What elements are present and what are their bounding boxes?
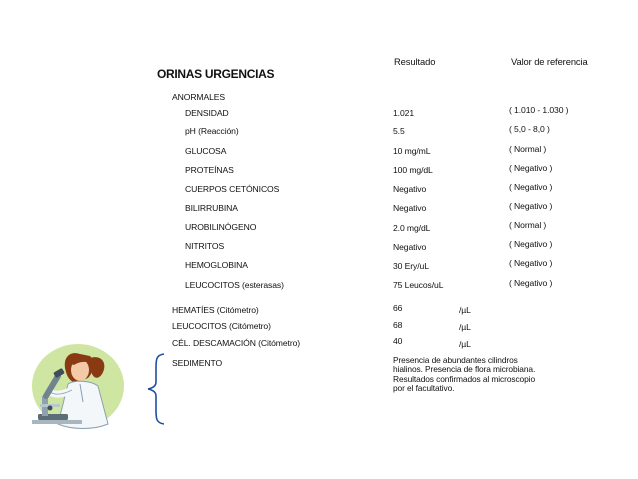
section-label-anormales: ANORMALES (172, 92, 226, 102)
curly-brace-icon (144, 352, 168, 426)
row-name: UROBILINÓGENO (185, 222, 257, 232)
row-result: Negativo (393, 203, 427, 213)
row-name: NITRITOS (185, 241, 225, 251)
row-result: 100 mg/dL (393, 165, 433, 175)
sediment-label: SEDIMENTO (172, 358, 223, 368)
row-reference: ( Negativo ) (509, 239, 553, 249)
count-value: 68 (393, 320, 403, 330)
row-name: LEUCOCITOS (esterasas) (185, 280, 284, 290)
row-name: pH (Reacción) (185, 126, 239, 136)
row-reference: ( Negativo ) (509, 163, 553, 173)
reference-column-header: Valor de referencia (511, 56, 588, 67)
result-column-header: Resultado (394, 56, 436, 67)
row-result: 2.0 mg/dL (393, 223, 431, 233)
row-reference: ( Negativo ) (509, 278, 553, 288)
row-result: 10 mg/mL (393, 146, 431, 156)
row-name: HEMOGLOBINA (185, 260, 248, 270)
row-reference: ( Negativo ) (509, 182, 553, 192)
row-name: PROTEÍNAS (185, 165, 234, 175)
count-name: HEMATÍES (Citómetro) (172, 305, 259, 315)
row-reference: ( Negativo ) (509, 201, 553, 211)
row-name: BILIRRUBINA (185, 203, 238, 213)
count-value: 40 (393, 336, 403, 346)
count-name: CÉL. DESCAMACIÓN (Citómetro) (172, 338, 301, 348)
row-name: DENSIDAD (185, 108, 229, 118)
row-result: 1.021 (393, 108, 415, 118)
count-unit: /µL (459, 322, 471, 332)
row-reference: ( Negativo ) (509, 258, 553, 268)
scientist-microscope-icon (28, 340, 132, 436)
row-result: 75 Leucos/uL (393, 280, 444, 290)
row-result: Negativo (393, 184, 427, 194)
row-name: GLUCOSA (185, 146, 227, 156)
row-reference: ( Normal ) (509, 144, 547, 154)
count-unit: /µL (459, 305, 471, 315)
row-name: CUERPOS CETÓNICOS (185, 184, 280, 194)
page-title: ORINAS URGENCIAS (157, 67, 275, 81)
row-result: Negativo (393, 242, 427, 252)
row-reference: ( Normal ) (509, 220, 547, 230)
row-result: 5.5 (393, 126, 405, 136)
row-reference: ( 5,0 - 8,0 ) (509, 124, 550, 134)
row-result: 30 Ery/uL (393, 261, 429, 271)
row-reference: ( 1.010 - 1.030 ) (509, 105, 569, 115)
count-name: LEUCOCITOS (Citómetro) (172, 321, 271, 331)
count-value: 66 (393, 303, 403, 313)
sediment-text: Presencia de abundantes cilindros hialinos. Presencia de flora microbiana. Resultados confirmados al microscopio por el facultativo. (393, 355, 536, 394)
count-unit: /µL (459, 339, 471, 349)
